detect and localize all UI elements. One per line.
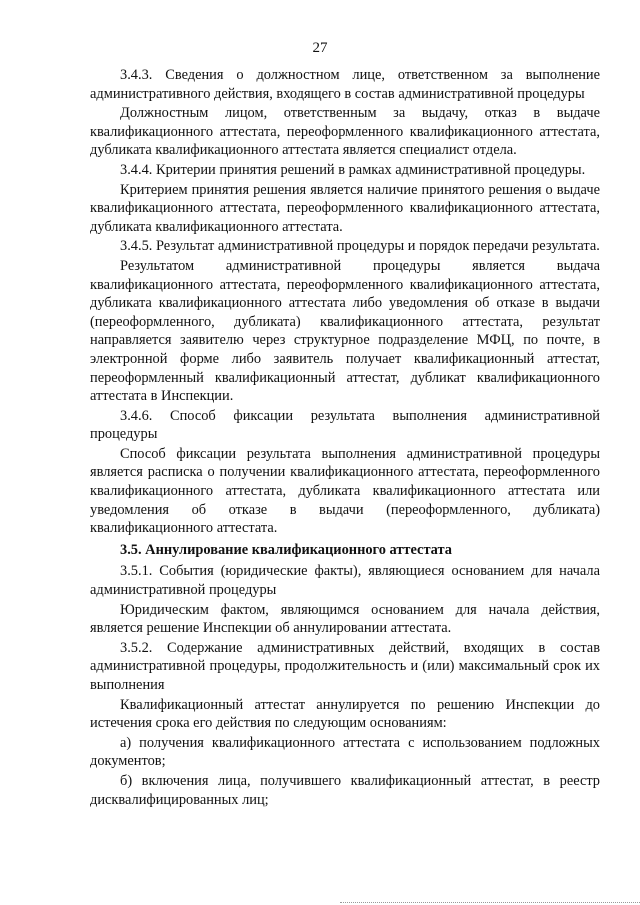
- section-3-4-4-heading: 3.4.4. Критерии принятия решений в рамках административной процедуры.: [120, 161, 586, 178]
- section-3-5-title: 3.5. Аннулирование квалификационного аттестата: [120, 541, 452, 558]
- section-3-4-6-heading: 3.4.6. Способ фиксации результата выполнения административной процедуры: [90, 407, 600, 443]
- section-3-5-2-heading: 3.5.2. Содержание административных действий, входящих в состав административной процедуры, продолжительность и (или) максимальный срок их выполнения: [90, 639, 600, 693]
- section-3-4-3-text: Должностным лицом, ответственным за выдачу, отказ в выдаче квалификационного аттестата, переоформленного квалификационного аттестата, дубликата квалификационного аттестата является специалист отдела.: [90, 105, 600, 159]
- page-number: 27: [312, 40, 328, 56]
- list-item-a: а) получения квалификационного аттестата с использованием подложных документов;: [90, 734, 600, 770]
- section-3-4-6-text: Способ фиксации результата выполнения административной процедуры является расписка о получении квалификационного аттестата, переоформленного квалификационного аттестата, дубликата квалификационного аттестата или уведомления об отказе в выдачи (переоформленного, дубликата) квалификационного аттестата.: [90, 445, 600, 537]
- section-3-4-5-heading: 3.4.5. Результат административной процедуры и порядок передачи результата.: [120, 238, 600, 255]
- list-item-b: б) включения лица, получившего квалификационный аттестат, в реестр дисквалифицированных лиц;: [90, 772, 600, 808]
- bottom-divider: [340, 902, 640, 903]
- section-3-4-3-heading: 3.4.3. Сведения о должностном лице, ответственном за выполнение административного действия, входящего в состав административной процедуры: [90, 67, 600, 102]
- section-3-4-5-text: Результатом административной процедуры является выдача квалификационного аттестата, переоформленного квалификационного аттестата, дубликата квалификационного аттестата либо уведомления об отказе в выдачи (переоформленного, дубликата) квалификационного аттестата, результат направляется заявителю через структурное подразделение МФЦ, по почте, в электронной форме либо заявитель получает квалификационный аттестат, переоформленный квалификационный аттестат, дубликат квалификационного аттестата в Инспекции.: [90, 257, 600, 405]
- section-3-4-4-text: Критерием принятия решения является наличие принятого решения о выдаче квалификационного аттестата, переоформленного квалификационного аттестата, дубликата квалификационного аттестата.: [90, 181, 600, 235]
- section-3-5-1-text: Юридическим фактом, являющимся основанием для начала действия, является решение Инспекции об аннулировании аттестата.: [90, 601, 600, 637]
- section-3-5-1-heading: 3.5.1. События (юридические факты), являющиеся основанием для начала административной процедуры: [90, 563, 600, 599]
- section-3-5-2-text: Квалификационный аттестат аннулируется по решению Инспекции до истечения срока его действия по следующим основаниям:: [90, 696, 600, 732]
- document-body: [90, 66, 600, 810]
